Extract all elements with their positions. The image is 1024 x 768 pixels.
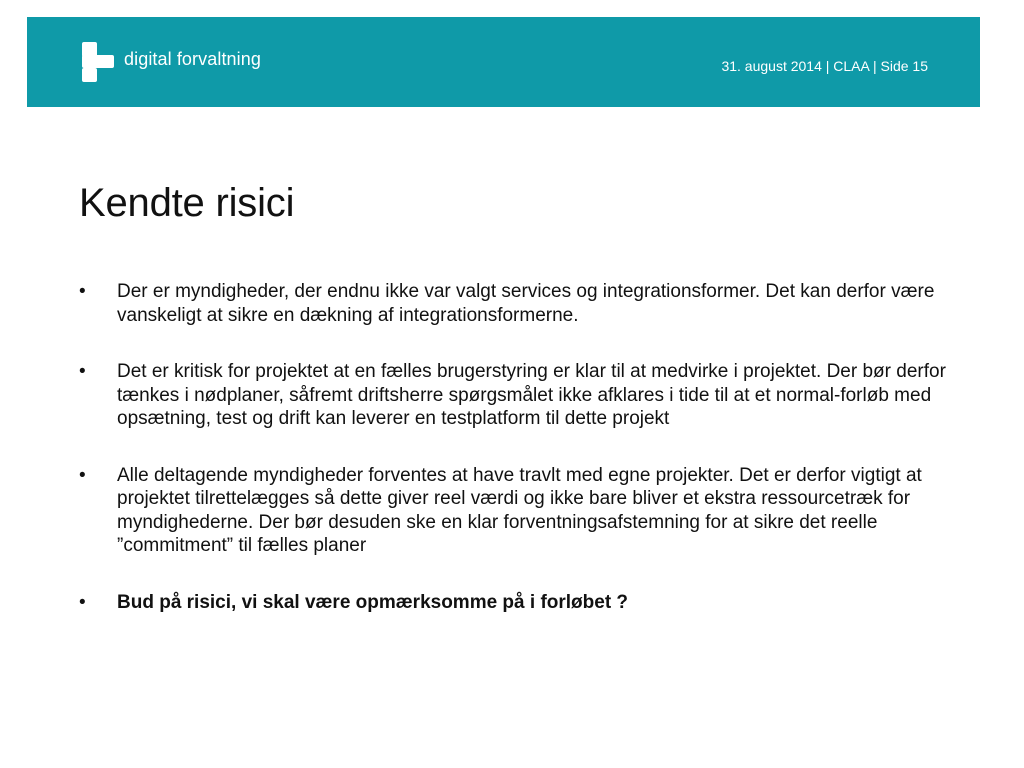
bullet-text: Det er kritisk for projektet at en fælles brugerstyring er klar til at medvirke i projektet. Der bør derfor tænkes i nødplaner, såfremt driftsherre spørgsmålet ikke afklares i tide til at et normal-forløb med opsætning, test og drift kan leverer en testplatform til dette projekt: [117, 361, 946, 429]
bullet-text: Der er myndigheder, der endnu ikke var valgt services og integrationsformer. Det kan derfor være vanskeligt at sikre en dækning af integrationsformerne.: [117, 281, 935, 326]
bullet-item: [79, 360, 949, 431]
slide-title: Kendte risici: [79, 181, 295, 225]
bullet-marker: •: [79, 281, 86, 302]
bullet-list: [79, 280, 949, 647]
slide-meta: 31. august 2014 | CLAA | Side 15: [721, 58, 928, 74]
bullet-text: Alle deltagende myndigheder forventes at have travlt med egne projekter. Det er derfor vigtigt at projektet tilrettelægges så dette giver reel værdi og ikke bare bliver et ekstra ressourcetræk for myndighederne. Der bør desuden ske en klar forventningsafstemning for at sikre det reelle ”commitment” til fælles planer: [117, 464, 922, 556]
brand-logo: [82, 42, 261, 82]
bullet-marker: •: [79, 591, 86, 613]
bullet-text: Bud på risici, vi skal være opmærksomme på i forløbet ?: [117, 591, 629, 613]
bullet-marker: •: [79, 361, 86, 382]
header-band: [27, 17, 980, 107]
bullet-marker: •: [79, 464, 86, 486]
bullet-item-emphasis: [79, 591, 949, 615]
brand-logo-icon: [82, 42, 116, 82]
bullet-item: [79, 464, 949, 558]
brand-name: digital forvaltning: [124, 49, 261, 69]
bullet-item: [79, 280, 949, 327]
